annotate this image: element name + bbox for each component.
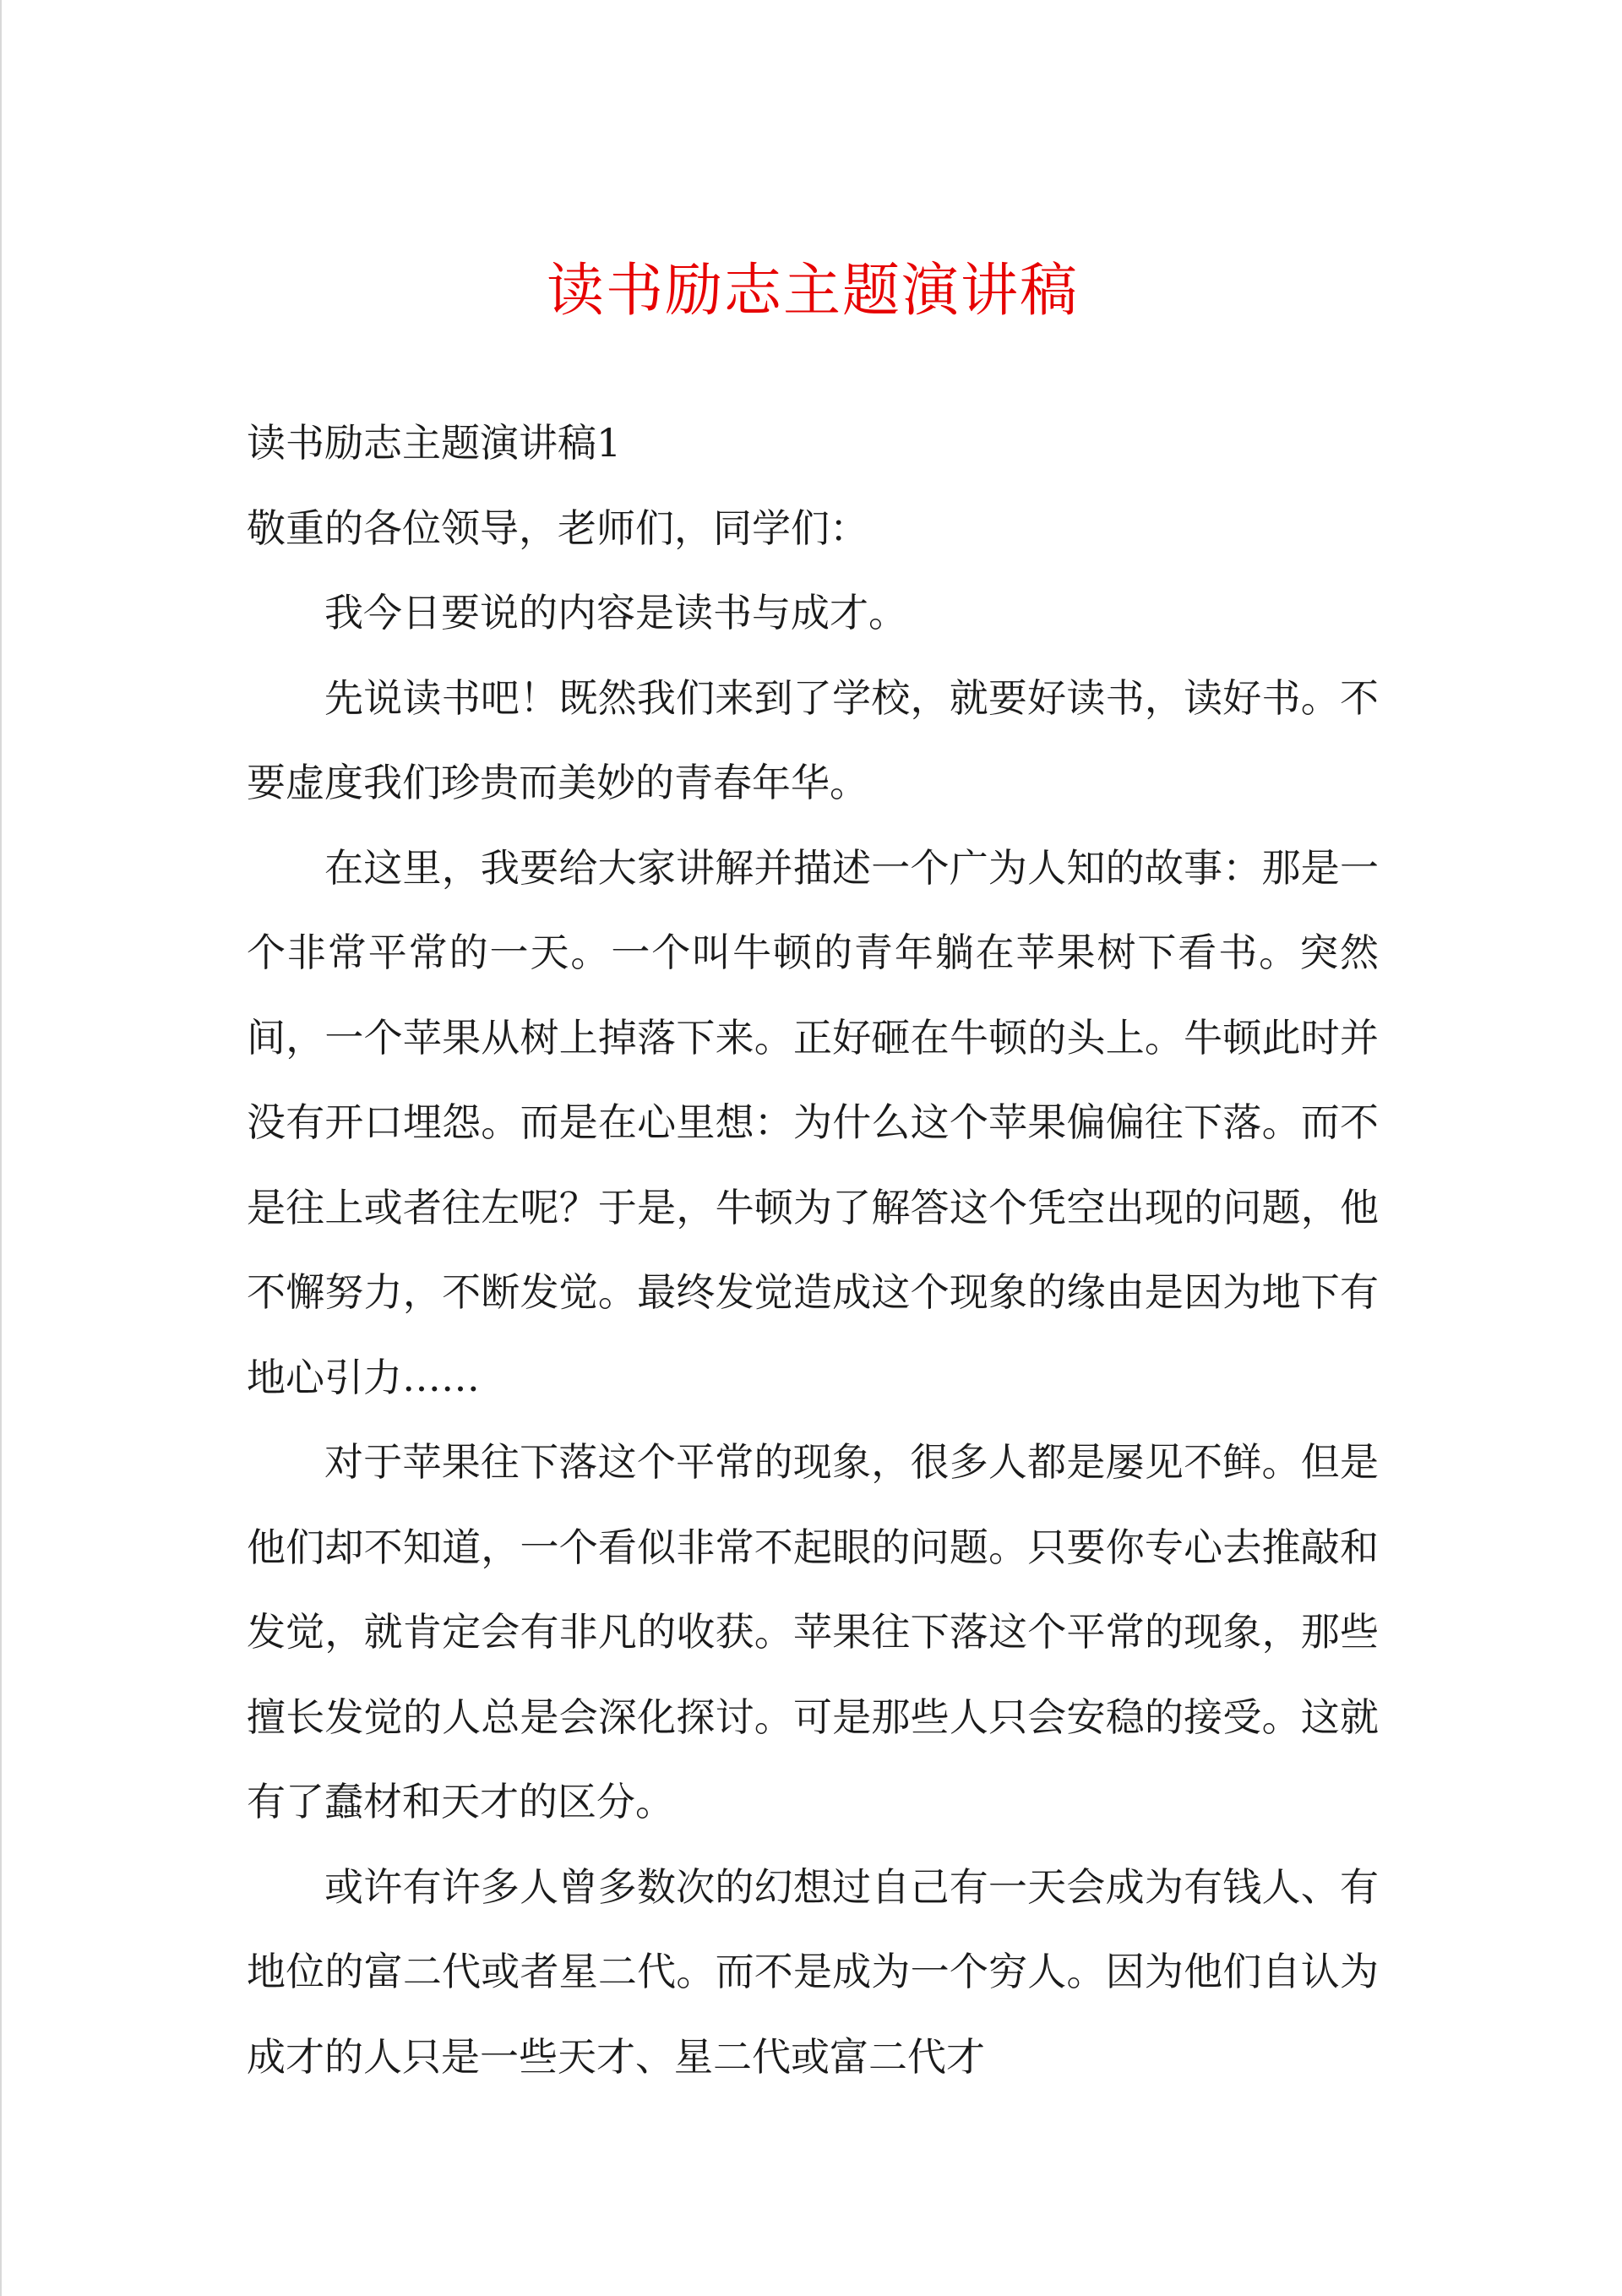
paragraph-1: 我今日要说的内容是读书与成才。 xyxy=(324,590,907,635)
section-heading: 读书励志主题演讲稿1 xyxy=(247,420,622,466)
greeting-line: 敬重的各位领导，老师们，同学们： xyxy=(247,504,868,551)
document-title: 读书励志主题演讲稿 xyxy=(546,258,1079,324)
paragraph-3: 在这里，我要给大家讲解并描述一个广为人知的故事：那是一个非常平常的一天。一个叫牛顿的青年躺在苹果树下看书。突然间，一个苹果从树上掉落下来。正好砸在牛顿的头上。牛顿此时并没有开口埋怨。而是在心里想：为什么这个苹果偏偏往下落。而不是往上或者往左呢？于是，牛顿为了解答这个凭空出现的问题，他不懈努力，不断发觉。最终发觉造成这个现象的缘由是因为地下有地心引力…… xyxy=(247,844,1379,1400)
paragraph-4: 对于苹果往下落这个平常的现象，很多人都是屡见不鲜。但是他们却不知道，一个看似非常不起眼的问题。只要你专心去推敲和发觉，就肯定会有非凡的收获。苹果往下落这个平常的现象，那些擅长发觉的人总是会深化探讨。可是那些人只会安稳的接受。这就有了蠢材和天才的区分。 xyxy=(247,1439,1379,1824)
document-body xyxy=(247,401,1379,2099)
paragraph-2: 先说读书吧！既然我们来到了学校，就要好读书，读好书。不要虚度我们珍贵而美妙的青春年华。 xyxy=(247,674,1379,805)
paragraph-5: 或许有许多人曾多数次的幻想过自己有一天会成为有钱人、有地位的富二代或者星二代。而不是成为一个穷人。因为他们自认为成才的人只是一些天才、星二代或富二代才 xyxy=(247,1863,1379,2080)
